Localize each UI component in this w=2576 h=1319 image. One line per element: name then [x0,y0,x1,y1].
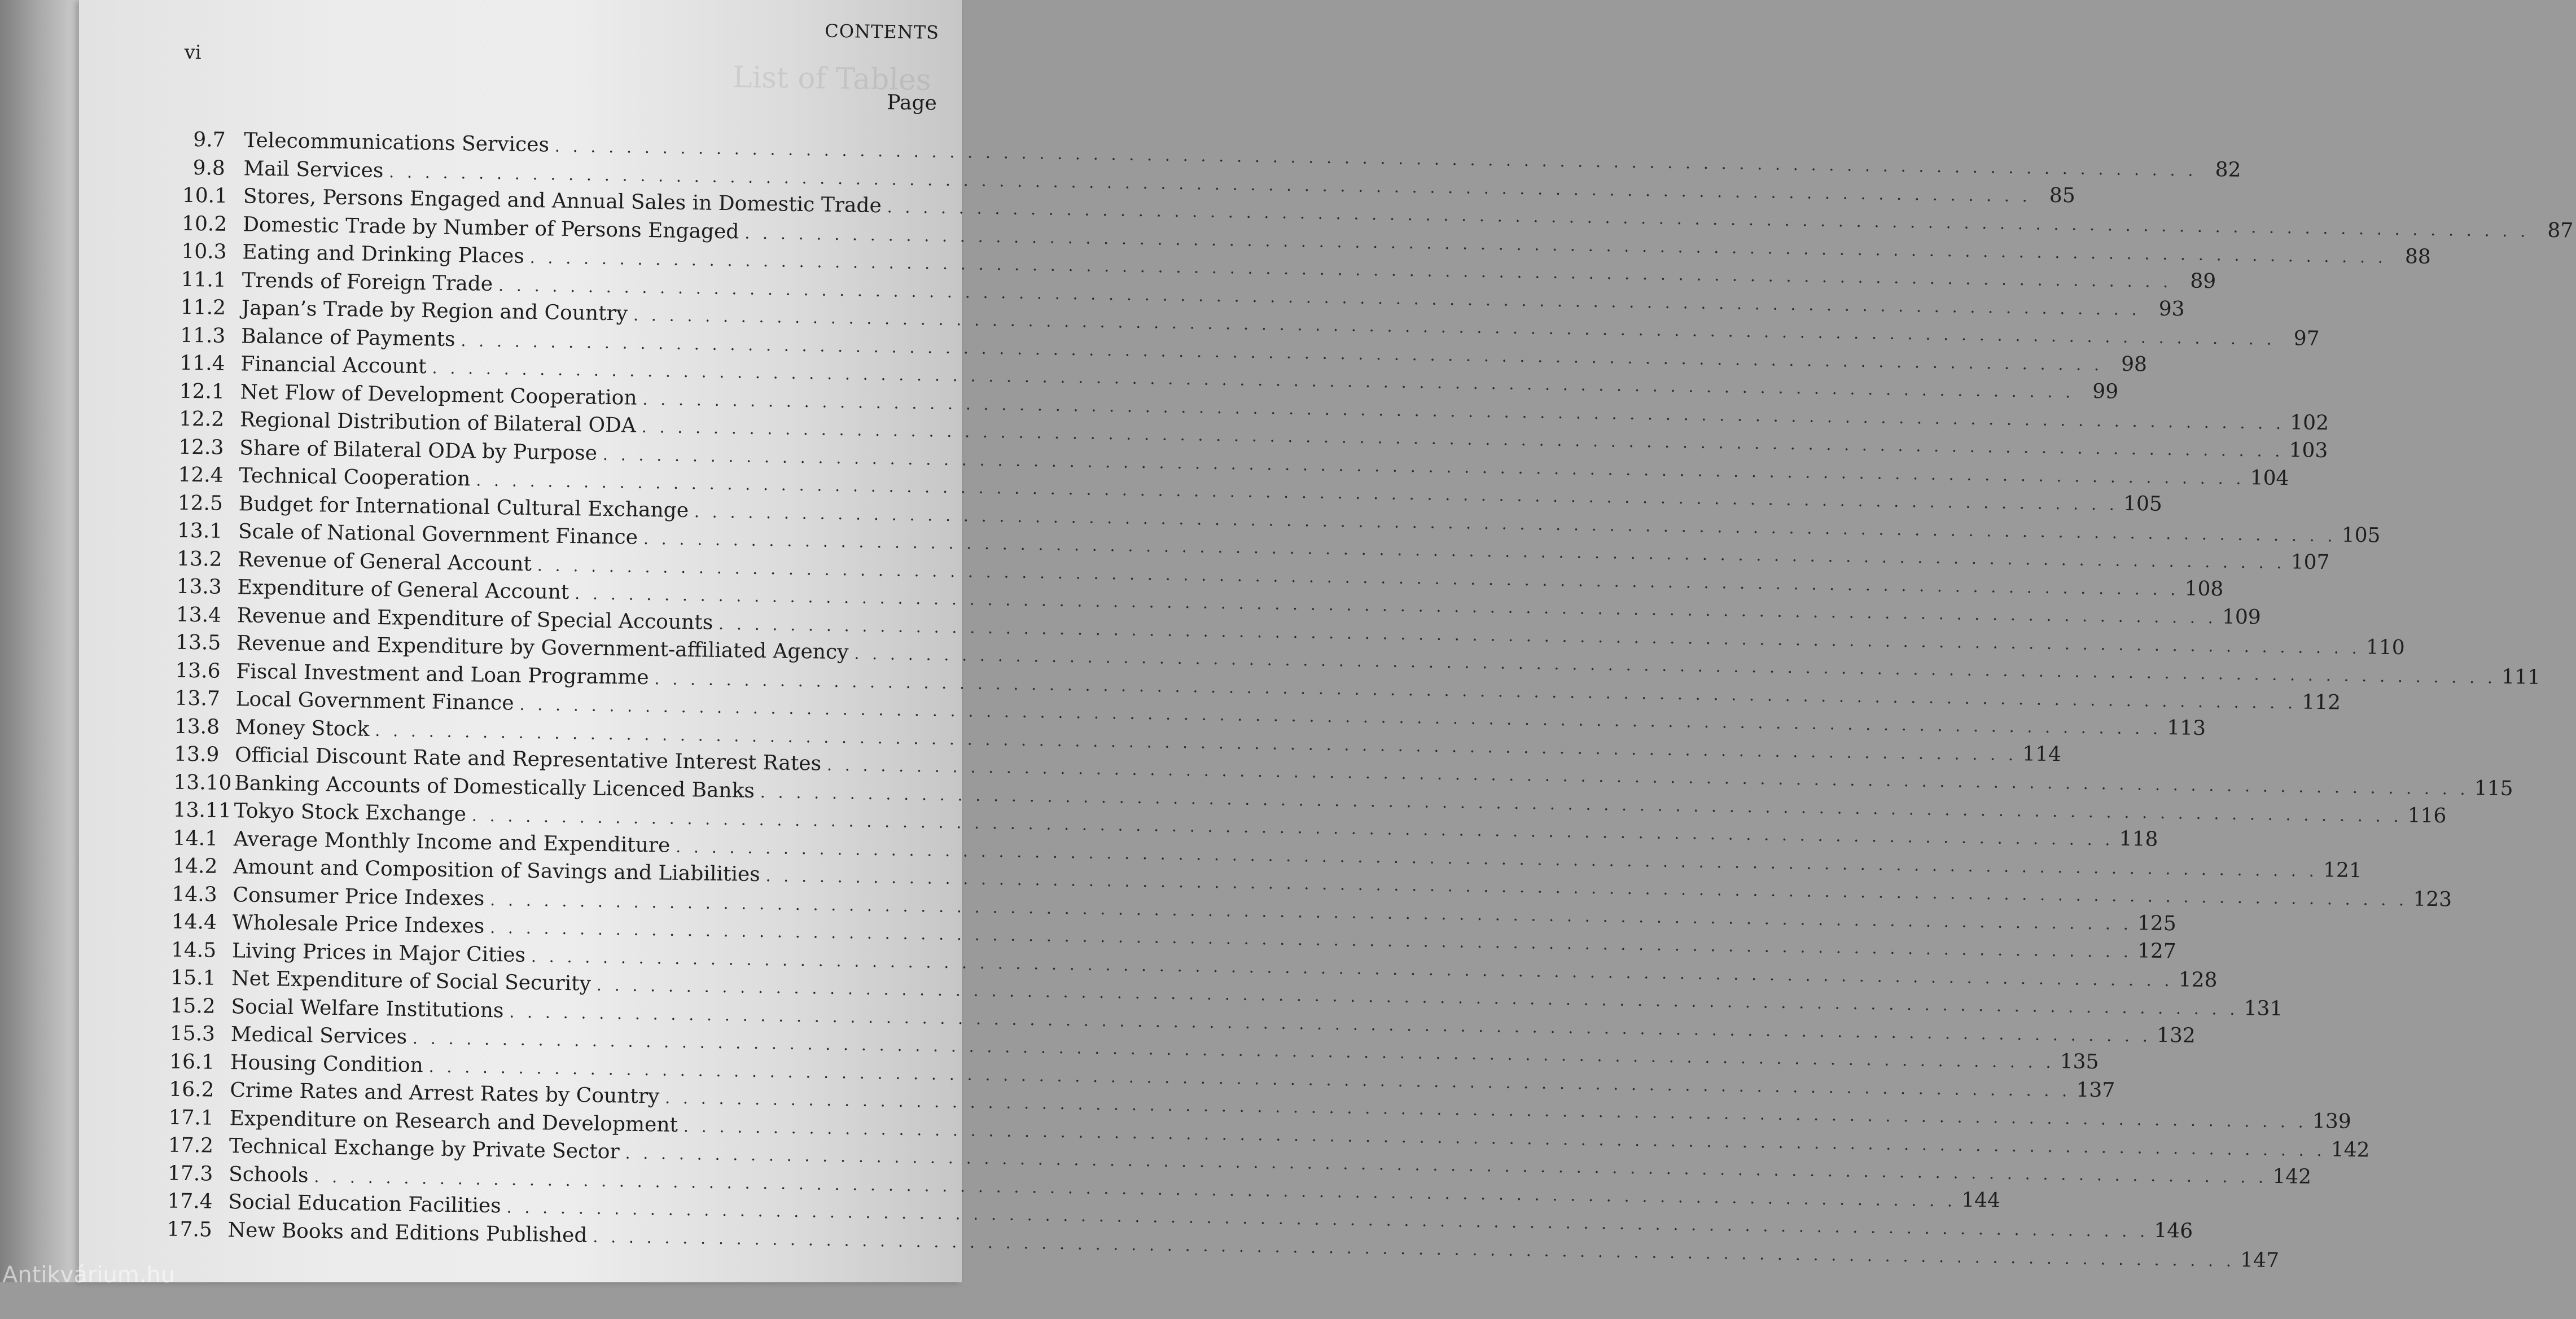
toc-entry-number: 12.5 [177,491,224,515]
toc-entry-title: Stores, Persons Engaged and Annual Sales in Domestic Trade [243,185,882,218]
toc-entry-page: 107 [2290,550,2330,575]
toc-entry-title: Tokyo Stock Exchange [234,799,467,826]
toc-entry-page: 110 [2365,635,2405,659]
toc-entry-page: 98 [2121,352,2148,376]
toc-entry-title: Technical Exchange by Private Sector [229,1134,620,1164]
toc-entry-title: Net Flow of Development Cooperation [240,380,637,410]
toc-entry-title: Living Prices in Major Cities [231,939,526,967]
toc-entry-number: 13.11 [173,798,232,823]
toc-entry-title: Fiscal Investment and Loan Programme [236,659,649,689]
toc-entry-page: 137 [2076,1078,2115,1102]
toc-entry-page: 105 [2123,492,2163,516]
toc-entry-number: 12.2 [178,407,225,431]
toc-entry-number: 13.9 [173,742,220,766]
toc-entry-page: 127 [2137,939,2177,963]
toc-entry-title: Official Discount Rate and Representative Interest Rates [234,743,822,775]
toc-entry-number: 17.1 [168,1106,214,1130]
toc-entry-title: Expenditure on Research and Development [229,1106,678,1137]
toc-entry-number: 15.3 [169,1022,216,1046]
toc-entry-number: 15.2 [170,994,216,1018]
toc-entry-page: 104 [2250,466,2289,490]
toc-entry-number: 10.3 [181,239,227,264]
toc-entry-number: 12.4 [178,463,224,487]
toc-entry-number: 14.4 [171,910,217,934]
page-content [60,0,2574,1295]
toc-entry-number: 16.1 [169,1050,215,1074]
toc-entry-number: 13.4 [176,603,222,627]
toc-entry-page: 97 [2293,327,2320,350]
toc-entry-title: Revenue and Expenditure of Special Accounts [236,603,713,634]
toc-entry-title: Balance of Payments [240,324,455,351]
toc-entry-page: 121 [2323,858,2363,882]
toc-entry-title: Local Government Finance [235,687,514,715]
toc-entry-title: Social Welfare Institutions [231,994,504,1022]
toc-entry-number: 17.3 [167,1162,213,1186]
toc-entry-title: Medical Services [230,1023,408,1049]
toc-entry-title: Regional Distribution of Bilateral ODA [239,408,637,437]
toc-entry-page: 109 [2222,605,2262,629]
toc-entry-page: 87 [2547,218,2574,243]
book-page [79,0,2574,1282]
toc-entry-page: 113 [2167,716,2206,740]
toc-entry-number: 17.4 [167,1189,213,1213]
toc-entry-title: Domestic Trade by Number of Persons Engaged [242,212,739,243]
toc-entry-page: 144 [1961,1188,2001,1212]
toc-entry-number: 13.10 [173,770,232,795]
toc-entry-number: 13.7 [174,686,221,711]
toc-entry-number: 13.1 [177,519,223,543]
toc-entry-page: 147 [2240,1248,2280,1272]
toc-entry-page: 135 [2060,1050,2099,1074]
toc-entry-title: Revenue and Expenditure by Government-affiliated Agency [236,632,849,664]
running-head: CONTENTS [825,20,940,43]
toc-entry-page: 123 [2413,887,2452,912]
toc-entry-title: Scale of National Government Finance [238,520,638,549]
toc-entry-page: 82 [2215,158,2241,182]
toc-entry-number: 13.5 [175,630,221,655]
toc-entry-number: 13.6 [175,659,221,683]
show-through-heading: List of Tables [732,60,931,98]
toc-entry-page: 93 [2158,297,2185,321]
watermark: Antikvárium.hu [2,1262,176,1288]
toc-entry-number: 14.3 [172,882,217,906]
toc-entry-number: 15.1 [170,966,216,990]
toc-entry-number: 13.2 [177,547,222,571]
toc-entry-title: New Books and Editions Published [227,1218,588,1247]
toc-entry-page: 115 [2474,777,2513,801]
toc-entry-page: 105 [2341,523,2381,547]
toc-entry-page: 139 [2312,1109,2352,1133]
toc-entry-number: 11.3 [179,323,226,348]
toc-entry-title: Housing Condition [230,1050,424,1077]
toc-entry-title: Eating and Drinking Places [242,240,525,268]
toc-entry-number: 13.3 [176,575,222,599]
toc-entry-title: Wholesale Price Indexes [232,911,485,938]
toc-entry-number: 12.1 [179,379,225,404]
toc-entry-page: 116 [2407,803,2447,827]
toc-entry-number: 10.1 [182,183,228,208]
toc-entry-title: Mail Services [243,156,384,182]
toc-entry-title: Expenditure of General Account [237,576,569,604]
toc-entry-number: 12.3 [178,435,224,459]
toc-entry-title: Average Monthly Income and Expenditure [233,827,671,857]
toc-entry-page: 99 [2092,379,2119,404]
toc-entry-page: 131 [2244,997,2283,1021]
toc-entry-title: Telecommunications Services [244,129,550,157]
toc-entry-page: 88 [2404,244,2432,269]
toc-entry-page: 142 [2330,1137,2370,1162]
toc-entry-title: Japan’s Trade by Region and Country [241,296,628,326]
table-of-contents [167,126,2574,1272]
toc-entry-number: 11.1 [181,268,227,292]
toc-entry-number: 11.2 [180,295,226,319]
toc-entry-page: 108 [2184,576,2224,601]
toc-entry-number: 13.8 [174,715,220,739]
toc-entry-page: 103 [2289,439,2328,463]
toc-entry-title: Revenue of General Account [238,547,532,576]
toc-entry-page: 85 [2049,183,2076,208]
toc-entry-title: Share of Bilateral ODA by Purpose [239,436,598,465]
toc-entry-page: 146 [2154,1219,2193,1243]
toc-entry-title: Schools [228,1162,309,1187]
toc-entry-title: Amount and Composition of Savings and Liabilities [233,855,760,887]
toc-entry-title: Crime Rates and Arrest Rates by Country [230,1079,660,1108]
toc-entry-title: Budget for International Cultural Exchange [238,492,689,522]
toc-entry-number: 9.8 [192,156,226,180]
toc-entry-number: 10.2 [181,212,227,236]
toc-entry-page: 132 [2156,1023,2196,1048]
toc-entry-page: 128 [2178,967,2218,992]
toc-entry-title: Money Stock [235,715,370,741]
toc-entry-page: 118 [2119,827,2158,851]
toc-entry-page: 102 [2290,410,2329,435]
toc-entry-page: 142 [2272,1164,2312,1189]
toc-entry-page: 125 [2137,911,2177,935]
toc-entry-number: 16.2 [169,1077,214,1102]
toc-entry-page: 112 [2302,690,2341,715]
page-number-folio: vi [184,41,202,64]
toc-entry-number: 11.4 [179,351,225,375]
toc-entry-number: 17.2 [168,1133,214,1158]
toc-entry-title: Social Education Facilities [228,1190,501,1218]
toc-entry-number: 14.1 [172,826,218,851]
toc-entry-number: 14.5 [170,938,217,962]
toc-entry-number: 9.7 [193,128,226,152]
toc-entry-title: Banking Accounts of Domestically Licenced Banks [234,771,755,803]
toc-entry-page: 111 [2501,665,2541,689]
toc-entry-title: Trends of Foreign Trade [242,268,493,296]
toc-entry-number: 17.5 [167,1217,213,1242]
toc-entry-title: Technical Cooperation [239,464,471,491]
toc-entry-page: 114 [2022,742,2062,766]
toc-entry-page: 89 [2190,269,2216,293]
toc-entry-title: Financial Account [240,352,427,379]
toc-entry-title: Consumer Price Indexes [233,883,485,910]
toc-entry-number: 14.2 [172,854,218,878]
toc-entry-title: Net Expenditure of Social Security [231,967,592,996]
page-column-label: Page [887,91,937,115]
